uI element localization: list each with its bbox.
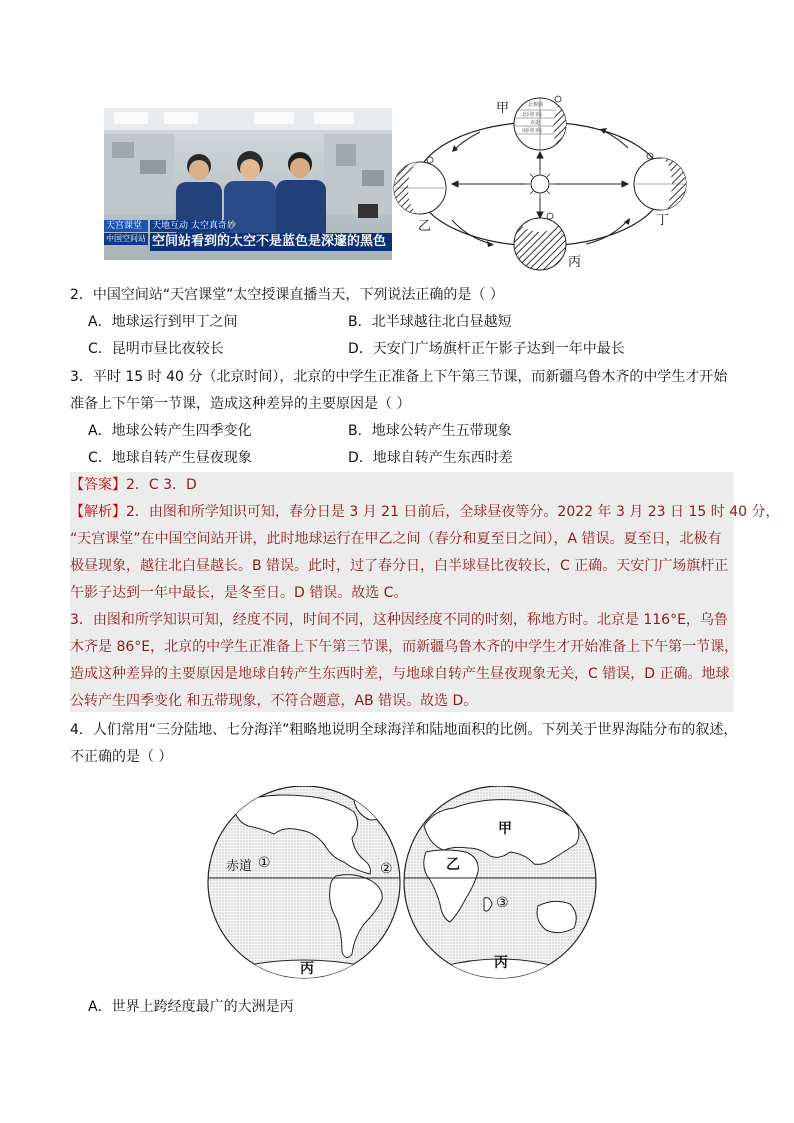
world-hemispheres-map	[204, 786, 600, 980]
map-label-ocean-3: ③	[496, 895, 509, 911]
map-label-equator: 赤道	[226, 859, 253, 874]
q3-stem-line-2: 准备上下午第一节课，造成这种差异的主要原因是（ ）	[70, 396, 411, 412]
eastern-hemisphere	[404, 786, 596, 980]
hemisphere-svg	[204, 786, 600, 980]
map-label-yi: 乙	[446, 857, 460, 873]
analysis-line-2: “天宫课堂”在中国空间站开讲，此时地球运行在甲乙之间（春分和夏至日之间），A 错误。夏至日，北极有	[70, 531, 722, 547]
globe-line-label-2: 北回归线	[522, 112, 543, 118]
q4-option-a: A．世界上跨经度最广的大洲是丙	[88, 999, 294, 1015]
q4-stem-line-2: 不正确的是（ ）	[70, 749, 173, 765]
western-hemisphere	[208, 786, 400, 980]
analysis-line-6: 木齐是 86°E，北京的中学生正准备上下午第三节课，而新疆乌鲁木齐的中学生才开始准备上下午第一节课，	[70, 639, 739, 655]
earth-ding	[634, 153, 686, 210]
caption-main: 空间站看到的太空不是蓝色是深邃的黑色	[152, 234, 387, 249]
q2-stem: 2．中国空间站“天宫课堂”太空授课直播当天，下列说法正确的是（ ）	[70, 287, 504, 303]
q3-option-a: A．地球公转产生四季变化	[88, 423, 252, 439]
analysis-line-4: 午影子达到一年中最长，是冬至日。D 错误。故选 C。	[70, 585, 408, 601]
globe-line-label-1: 北极圈	[528, 102, 544, 108]
sun-icon	[526, 170, 554, 198]
analysis-line-3: 极昼现象，越往北白昼越长。B 错误。此时，过了春分日，白半球昼比夜较长，C 正确。天安门广场旗杆正	[70, 558, 729, 574]
q3-option-c: C．地球自转产生昼夜现象	[88, 450, 252, 466]
analysis-line-5: 3．由图和所学知识可知，经度不同，时间不同，这种因经度不同的时刻，称地方时。北京是 116°E，乌鲁	[70, 612, 728, 628]
q3-option-d: D．地球自转产生东西时差	[348, 450, 513, 466]
orbit-svg	[388, 92, 692, 272]
orbit-label-ding: 丁	[656, 213, 670, 228]
space-station-photo	[104, 108, 392, 260]
analysis-tag: 【解析】	[70, 504, 126, 520]
caption-sub: 天地互动 太空真奇妙	[152, 221, 236, 231]
q2-option-d: D．天安门广场旗杆正午影子达到一年中最长	[348, 341, 625, 357]
analysis-text-1: 2．由图和所学知识可知，春分日是 3 月 21 日前后，全球昼夜等分。2022 年 3 月 23 日 15 时 40 分，	[126, 504, 780, 520]
q2-option-c: C．昆明市昼比夜较长	[88, 341, 224, 357]
earth-bing	[514, 213, 566, 270]
map-label-ocean-2: ②	[380, 861, 393, 877]
globe-line-label-3: 赤道	[530, 120, 541, 126]
q3-option-b: B．地球公转产生五带现象	[348, 423, 512, 439]
map-label-bing-right: 丙	[494, 955, 508, 971]
answer-tag: 【答案】	[70, 477, 126, 493]
q3-stem-line-1: 3．平时 15 时 40 分（北京时间），北京的中学生正准备上下午第三节课，而新疆乌鲁木齐的中学生才开始	[70, 369, 728, 385]
q4-stem-line-1: 4．人们常用“三分陆地、七分海洋”粗略地说明全球海洋和陆地面积的比例。下列关于世界海陆分布的叙述，	[70, 722, 738, 738]
answer-line	[70, 476, 197, 494]
analysis-line-1	[70, 503, 779, 521]
map-label-bing-left: 丙	[300, 961, 314, 977]
orbit-label-jia: 甲	[496, 101, 510, 116]
q2-option-b: B．北半球越往北白昼越短	[348, 314, 512, 330]
analysis-line-8: 公转产生四季变化 和五带现象，不符合题意，AB 错误。故选 D。	[70, 693, 478, 709]
earth-yi	[394, 157, 446, 214]
q2-option-a: A．地球运行到甲丁之间	[88, 314, 238, 330]
map-label-jia: 甲	[498, 821, 512, 837]
answer-text: 2．C 3．D	[126, 477, 197, 493]
caption-tag-2: 中国空间站	[106, 234, 146, 243]
orbit-label-bing: 丙	[568, 255, 582, 270]
globe-line-label-4: 南回归线	[522, 128, 543, 134]
map-label-ocean-1: ①	[258, 855, 271, 871]
earth-orbit-diagram	[388, 92, 692, 272]
analysis-line-7: 造成这种差异的主要原因是地球自转产生东西时差，与地球自转产生昼夜现象无关，C 错误，D 正确。地球	[70, 666, 730, 682]
caption-tag-1: 天宫课堂	[106, 221, 143, 231]
orbit-label-yi: 乙	[418, 219, 432, 234]
